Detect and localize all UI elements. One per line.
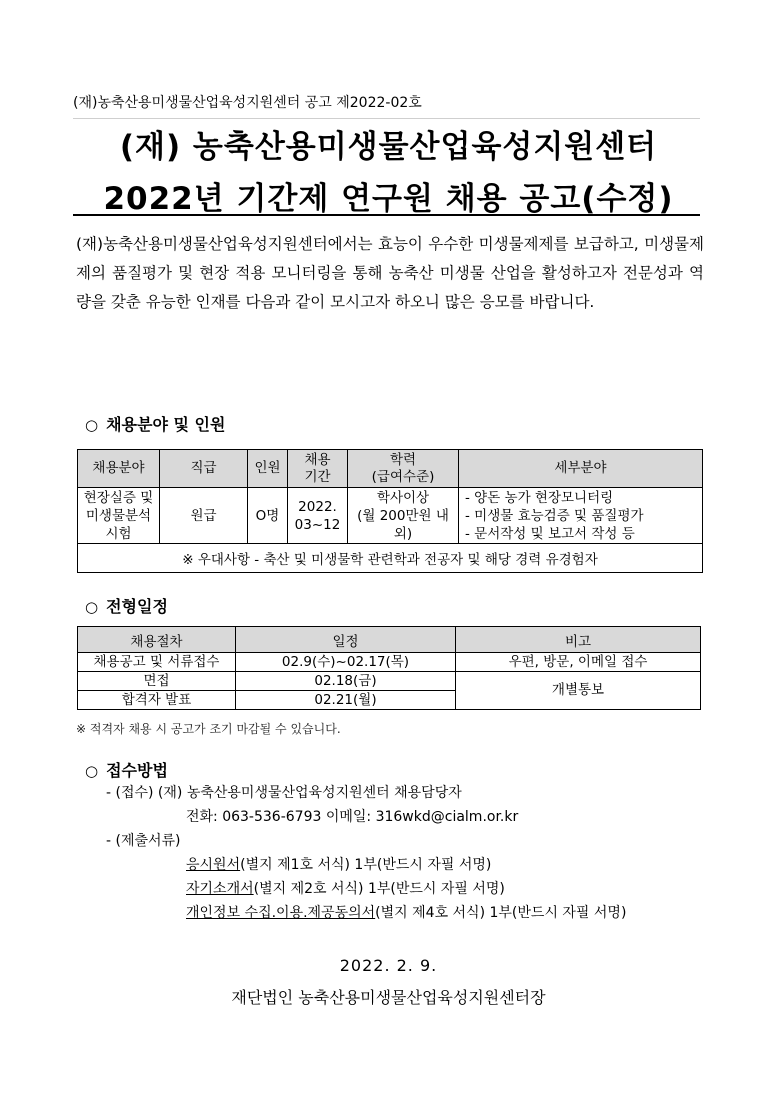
- cell-field-line3: 시험: [105, 525, 132, 542]
- header-count: 인원: [248, 450, 288, 488]
- cell-merged-note: 개별통보: [456, 672, 701, 710]
- intro-paragraph: (재)농축산용미생물산업육성지원센터에서는 효능이 우수한 미생물제제를 보급하고, 미생물제제의 품질평가 및 현장 적용 모니터링을 통해 농축산 미생물 산업을 활성하고자 전문성과 역량을 갖춘 유능한 인재를 다음과 같이 모시고자 하오니 많은 응모를 바랍니다.: [76, 235, 704, 311]
- schedule-table-header: [78, 627, 701, 653]
- cell-edu-line1: 학사이상: [376, 489, 430, 506]
- circle-bullet-icon: ○: [85, 598, 99, 616]
- circle-bullet-icon: ○: [85, 762, 99, 780]
- section-recruit-label: 채용분야 및 인원: [106, 415, 226, 434]
- cell-date: 02.9(수)~02.17(목): [236, 653, 456, 672]
- apply-docs-label: - (제출서류): [106, 833, 181, 849]
- cell-period-line1: 2022.: [298, 498, 337, 515]
- cell-rank: 원급: [160, 488, 248, 544]
- recruit-table-header: [78, 450, 703, 488]
- announcement-date: 2022. 2. 9.: [339, 956, 438, 975]
- recruit-table: [77, 449, 703, 573]
- cell-count: O명: [248, 488, 288, 544]
- header-note: 비고: [456, 627, 701, 653]
- header-rank: 직급: [160, 450, 248, 488]
- cell-field-line2: 미생물분석: [85, 507, 152, 524]
- header-date: 일정: [236, 627, 456, 653]
- cell-step: 합격자 발표: [78, 691, 236, 710]
- preference-row: [78, 544, 703, 573]
- preference-note: ※ 우대사항 - 축산 및 미생물학 관련학과 전공자 및 해당 경력 유경험자: [78, 544, 703, 573]
- header-detail: 세부분야: [459, 450, 703, 488]
- notice-number: (재)농축산용미생물산업육성지원센터 공고 제2022-02호: [73, 95, 422, 111]
- header-edu-line2: (급여수준): [371, 468, 435, 485]
- cell-field: [78, 488, 160, 544]
- cell-date: 02.21(월): [236, 691, 456, 710]
- header-edu-line1: 학력: [389, 451, 417, 468]
- cell-field-line1: 현장실증 및: [83, 489, 154, 506]
- section-recruit-heading: [85, 412, 225, 435]
- table-row: [78, 653, 701, 672]
- table-row: [78, 488, 703, 544]
- section-schedule-label: 전형일정: [106, 597, 168, 616]
- schedule-table: [77, 626, 701, 710]
- header-period: [288, 450, 348, 488]
- cell-education: [348, 488, 459, 544]
- cell-detail-line1: - 양돈 농가 현장모니터링: [465, 489, 614, 506]
- cell-note: 우편, 방문, 이메일 접수: [456, 653, 701, 672]
- top-divider: [73, 118, 700, 119]
- header-step: 채용절차: [78, 627, 236, 653]
- header-field: 채용분야: [78, 450, 160, 488]
- cell-detail-line3: - 문서작성 및 보고서 작성 등: [465, 525, 635, 542]
- header-period-line1: 채용: [304, 451, 331, 468]
- cell-detail-line2: - 미생물 효능검증 및 품질평가: [465, 507, 644, 524]
- issuer: 재단법인 농축산용미생물산업육성지원센터장: [231, 988, 546, 1007]
- cell-period: [288, 488, 348, 544]
- section-apply-label: 접수방법: [106, 761, 168, 780]
- header-education: [348, 450, 459, 488]
- doc-self-introduction: [186, 877, 505, 901]
- doc-application-form: [186, 853, 491, 877]
- doc-application-detail: (별지 제1호 서식) 1부(반드시 자필 서명): [240, 857, 492, 873]
- doc-self-intro-name: 자기소개서: [186, 881, 254, 897]
- section-schedule-heading: [85, 594, 168, 617]
- title-announcement: 2022년 기간제 연구원 채용 공고(수정): [103, 181, 674, 217]
- circle-bullet-icon: ○: [85, 416, 99, 434]
- doc-privacy-detail: (별지 제4호 서식) 1부(반드시 자필 서명): [375, 905, 627, 921]
- doc-privacy-consent: [186, 901, 626, 925]
- apply-contact: - (접수) (재) 농축산용미생물산업육성지원센터 채용담당자: [106, 785, 462, 801]
- cell-detail: [459, 488, 703, 544]
- cell-edu-line2: (월 200만원 내외): [357, 507, 449, 542]
- schedule-footnote: ※ 적격자 채용 시 공고가 조기 마감될 수 있습니다.: [76, 722, 341, 736]
- table-row: [78, 672, 701, 691]
- header-period-line2: 기간: [304, 468, 331, 485]
- cell-period-line2: 03~12: [294, 516, 341, 533]
- doc-self-intro-detail: (별지 제2호 서식) 1부(반드시 자필 서명): [253, 881, 505, 897]
- cell-step: 채용공고 및 서류접수: [78, 653, 236, 672]
- doc-privacy-name: 개인정보 수집.이용.제공동의서: [186, 905, 376, 921]
- section-apply-heading: [85, 758, 168, 781]
- cell-step: 면접: [78, 672, 236, 691]
- title-organization: (재) 농축산용미생물산업육성지원센터: [119, 129, 658, 165]
- apply-phone-email: 전화: 063-536-6793 이메일: 316wkd@cialm.or.kr: [186, 809, 519, 825]
- title-divider: [73, 214, 700, 216]
- doc-application-name: 응시원서: [186, 857, 241, 873]
- cell-date: 02.18(금): [236, 672, 456, 691]
